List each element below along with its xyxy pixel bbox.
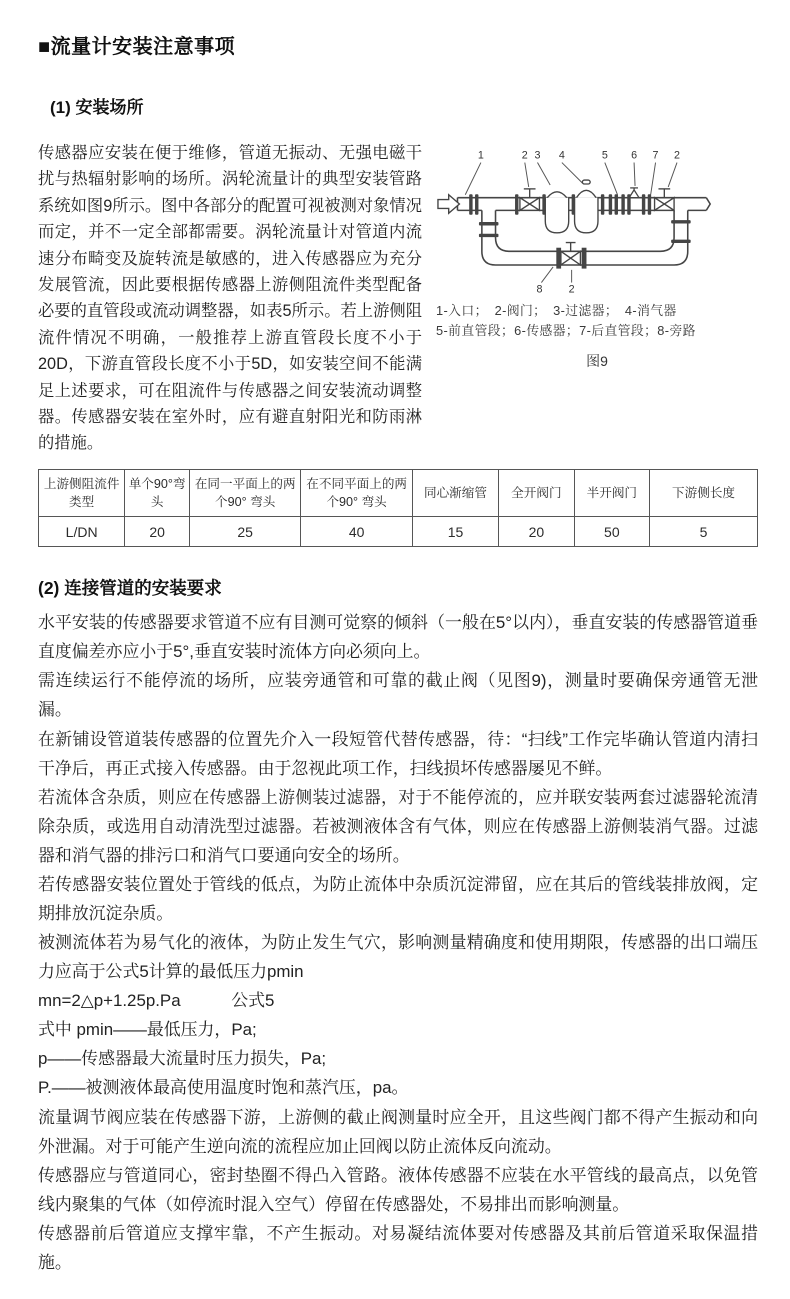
table-cell: 5 xyxy=(650,517,758,547)
figure-caption-line2: 5-前直管段；6-传感器；7-后直管段；8-旁路 xyxy=(436,323,696,339)
part-label-2c: 2 xyxy=(568,283,575,296)
table-header-cell: 同心渐缩管 xyxy=(412,469,498,517)
table-cell: 25 xyxy=(189,517,300,547)
section2-heading: (2) 连接管道的安装要求 xyxy=(38,578,222,599)
table-header-cell: 单个90°弯头 xyxy=(125,469,190,517)
table-header-cell: 下游侧长度 xyxy=(650,469,758,517)
paragraph: 传感器应与管道同心，密封垫圈不得凸入管路。液体传感器不应装在水平管线的最高点，以免管线内聚集的气体（如停流时混入空气）停留在传感器处，不易排出而影响测量。 xyxy=(38,1165,758,1214)
deaerator-vessel xyxy=(575,180,598,233)
figure-number: 图9 xyxy=(586,352,608,369)
paragraph: 若传感器安装位置处于管线的低点，为防止流体中杂质沉淀滞留，应在其后的管线装排放阀，定期排放沉淀杂质。 xyxy=(38,874,758,923)
part-label-5: 5 xyxy=(601,149,608,162)
table-header-cell: 上游侧阻流件类型 xyxy=(39,469,125,517)
filter-vessel xyxy=(545,192,568,233)
formula-symbol-definition: 式中 pmin——最低压力，Pa; xyxy=(38,1020,257,1040)
table-cell: 15 xyxy=(412,517,498,547)
part-label-7: 7 xyxy=(652,149,659,162)
straight-pipe-length-table xyxy=(38,469,758,548)
part-label-3: 3 xyxy=(534,149,541,162)
table-header-cell: 全开阀门 xyxy=(499,469,574,517)
part-label-4: 4 xyxy=(558,149,565,162)
table-header-cell: 半开阀门 xyxy=(574,469,649,517)
table-cell: 40 xyxy=(301,517,412,547)
part-label-8: 8 xyxy=(536,283,543,296)
flow-arrow-icon xyxy=(438,195,459,214)
paragraph: 若流体含杂质，则应在传感器上游侧装过滤器，对于不能停流的，应并联安装两套过滤器轮流清除杂质，或选用自动清洗型过滤器。若被测液体含有气体，则应在传感器上游侧装消气器。过滤器和消气器的排污口和消气口要通向安全的场所。 xyxy=(38,787,758,865)
bypass-valve xyxy=(557,243,586,268)
pipeline-installation-diagram xyxy=(436,144,758,295)
part-label-6: 6 xyxy=(631,149,638,162)
section1-content-row xyxy=(38,140,758,457)
section1-heading: (1) 安装场所 xyxy=(50,98,144,117)
table-cell: L/DN xyxy=(39,517,125,547)
section1-paragraph: 传感器应安装在便于维修，管道无振动、无强电磁干扰与热辐射影响的场所。涡轮流量计的典型安装管路系统如图9所示。图中各部分的配置可视被测对象情况而定，并不一定全部都需要。涡轮流量计对管道内流速分布畸变及旋转流是敏感的，进入传感器应为充分发展管流，因此要根据传感器上游侧阻流件类型配备必要的直管段或流动调整器，如表5所示。若上游侧阻流件情况不明确，一般推荐上游直管段长度不小于20D，下游直管段长度不小于5D，如安装空间不能满足上述要求，可在阻流件与传感器之间安装流动调整器。传感器安装在室外时，应有避直射阳光和防雨淋的措施。 xyxy=(38,144,422,453)
sensor-fitting xyxy=(629,188,639,198)
table-cell: 20 xyxy=(499,517,574,547)
table-header-cell: 在不同平面上的两个90° 弯头 xyxy=(301,469,412,517)
formula-symbol-definition: p——传感器最大流量时压力损失，Pa; xyxy=(38,1049,327,1069)
paragraph: 在新铺设管道装传感器的位置先介入一段短管代替传感器，待：“扫线”工作完毕确认管道内清扫干净后，再正式接入传感器。由于忽视此项工作，扫线损坏传感器屡见不鲜。 xyxy=(38,729,758,778)
paragraph: 传感器前后管道应支撑牢靠，不产生振动。对易凝结流体要对传感器及其前后管道采取保温措施。 xyxy=(38,1223,758,1272)
table-cell: 50 xyxy=(574,517,649,547)
figure-caption xyxy=(436,301,758,341)
paragraph: 被测流体若为易气化的液体，为防止发生气穴，影响测量精确度和使用期限，传感器的出口端压力应高于公式5计算的最低压力pmin xyxy=(38,933,758,982)
formula-line: mn=2△p+1.25p.Pa 公式5 xyxy=(38,991,275,1011)
table-data-row xyxy=(39,517,758,547)
table-header-row xyxy=(39,469,758,517)
part-label-2: 2 xyxy=(521,149,528,162)
formula-symbol-definition: P.——被测液体最高使用温度时饱和蒸汽压，pa。 xyxy=(38,1078,409,1098)
page-title: ■流量计安装注意事项 xyxy=(38,36,236,58)
table-header-cell: 在同一平面上的两个90° 弯头 xyxy=(189,469,300,517)
figure9 xyxy=(436,140,758,371)
valve-left xyxy=(520,189,540,210)
section2-paragraphs xyxy=(38,608,758,1277)
valve-right xyxy=(655,189,675,210)
paragraph: 流量调节阀应装在传感器下游，上游侧的截止阀测量时应全开，且这些阀门都不得产生振动和向外泄漏。对于可能产生逆向流的流程应加止回阀以防止流体反向流动。 xyxy=(38,1107,758,1156)
part-label-2b: 2 xyxy=(674,149,680,162)
table-cell: 20 xyxy=(125,517,190,547)
paragraph: 水平安装的传感器要求管道不应有目测可觉察的倾斜（一般在5°以内），垂直安装的传感器管道垂直度偏差亦应小于5°,垂直安装时流体方向必须向上。 xyxy=(38,613,758,662)
paragraph: 需连续运行不能停流的场所，应装旁通管和可靠的截止阀（见图9)，测量时要确保旁通管无泄漏。 xyxy=(38,671,758,720)
part-label-1: 1 xyxy=(477,149,484,162)
figure-caption-line1: 1-入口； 2-阀门； 3-过滤器； 4-消气器 xyxy=(436,303,677,319)
